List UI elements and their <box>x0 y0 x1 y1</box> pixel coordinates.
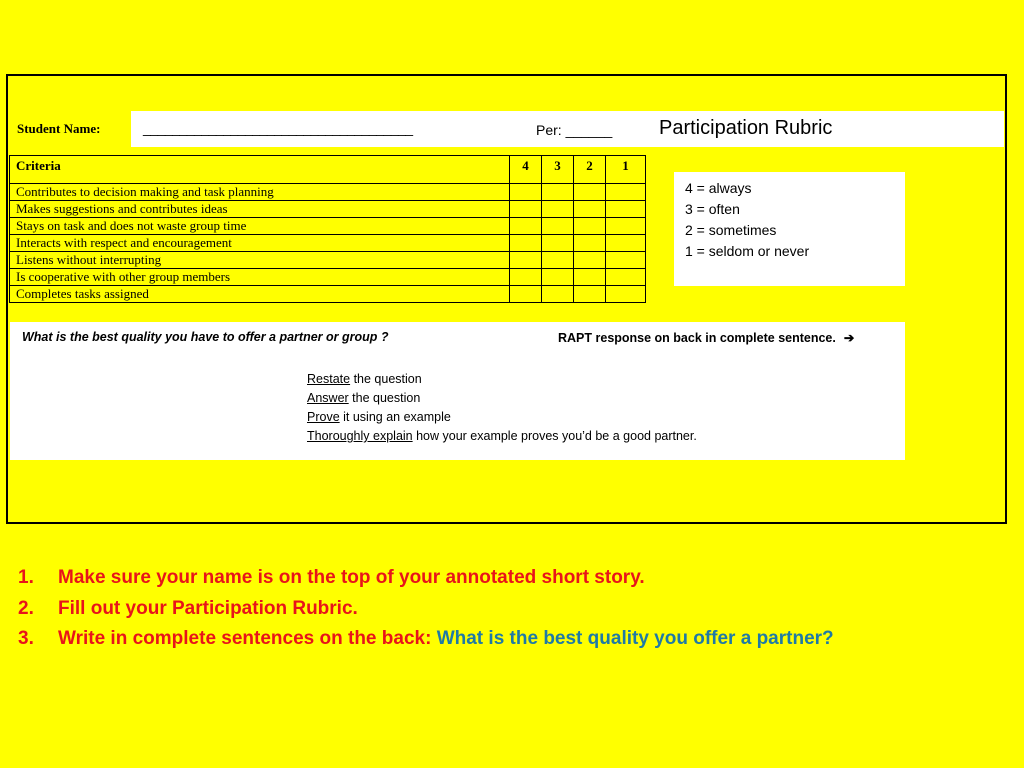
rapt-step <box>307 370 697 389</box>
score-header-1: 1 <box>606 156 646 184</box>
score-cell[interactable] <box>574 184 606 201</box>
score-cell[interactable] <box>574 235 606 252</box>
list-item <box>18 594 834 625</box>
rapt-step <box>307 389 697 408</box>
score-cell[interactable] <box>574 218 606 235</box>
score-cell[interactable] <box>542 184 574 201</box>
scale-item: 1 = seldom or never <box>685 243 810 259</box>
score-cell[interactable] <box>542 252 574 269</box>
item-number: 1. <box>18 567 34 588</box>
list-item <box>18 563 834 594</box>
name-bar <box>131 111 1004 147</box>
rapt-step-key: Answer <box>307 391 349 405</box>
table-row <box>10 184 646 201</box>
rapt-step-text: the question <box>348 391 421 405</box>
table-row <box>10 235 646 252</box>
score-cell[interactable] <box>542 286 574 303</box>
score-cell[interactable] <box>510 218 542 235</box>
score-cell[interactable] <box>542 201 574 218</box>
table-row <box>10 286 646 303</box>
rapt-step-key: Restate <box>307 372 351 386</box>
scale-legend <box>674 172 905 286</box>
scale-item: 4 = always <box>685 180 752 196</box>
item-text: Fill out your Participation Rubric. <box>58 597 358 619</box>
score-cell[interactable] <box>510 235 542 252</box>
rubric-header-row <box>10 156 646 184</box>
scale-item: 2 = sometimes <box>685 222 777 238</box>
score-cell[interactable] <box>542 269 574 286</box>
list-item <box>18 624 834 655</box>
score-cell[interactable] <box>510 184 542 201</box>
rapt-step-text: how your example proves you’d be a good partner. <box>412 429 697 443</box>
score-cell[interactable] <box>510 269 542 286</box>
score-cell[interactable] <box>606 286 646 303</box>
rapt-step-text: it using an example <box>339 410 451 424</box>
table-row <box>10 218 646 235</box>
criterion-label: Completes tasks assigned <box>10 286 510 303</box>
score-cell[interactable] <box>606 184 646 201</box>
instruction-list <box>18 563 834 655</box>
rapt-step <box>307 408 697 427</box>
criteria-header: Criteria <box>10 156 510 184</box>
rapt-note-text: RAPT response on back in complete sentence. <box>558 331 836 345</box>
criterion-label: Listens without interrupting <box>10 252 510 269</box>
score-cell[interactable] <box>606 218 646 235</box>
score-cell[interactable] <box>574 286 606 303</box>
criterion-label: Contributes to decision making and task planning <box>10 184 510 201</box>
score-header-3: 3 <box>542 156 574 184</box>
rapt-step-text: the question <box>350 372 422 386</box>
score-cell[interactable] <box>606 201 646 218</box>
score-cell[interactable] <box>542 235 574 252</box>
score-cell[interactable] <box>574 252 606 269</box>
name-blank-line: _____________________________________ <box>143 120 413 136</box>
rapt-step <box>307 427 697 446</box>
criterion-label: Makes suggestions and contributes ideas <box>10 201 510 218</box>
question-box <box>10 322 905 460</box>
score-cell[interactable] <box>510 252 542 269</box>
scale-item: 3 = often <box>685 201 740 217</box>
score-cell[interactable] <box>574 201 606 218</box>
criterion-label: Interacts with respect and encouragement <box>10 235 510 252</box>
score-cell[interactable] <box>574 269 606 286</box>
rapt-step-key: Prove <box>307 410 340 424</box>
score-cell[interactable] <box>510 201 542 218</box>
criterion-label: Stays on task and does not waste group time <box>10 218 510 235</box>
arrow-right-icon: ➔ <box>843 331 855 345</box>
student-name-label: Student Name: <box>17 121 101 136</box>
score-cell[interactable] <box>606 235 646 252</box>
score-cell[interactable] <box>606 252 646 269</box>
criterion-label: Is cooperative with other group members <box>10 269 510 286</box>
item-number: 3. <box>18 628 34 649</box>
score-header-4: 4 <box>510 156 542 184</box>
item-highlight: What is the best quality you offer a partner? <box>436 628 834 649</box>
item-text: Write in complete sentences on the back: <box>58 628 437 649</box>
rubric-table <box>9 155 646 303</box>
item-number: 2. <box>18 597 34 619</box>
table-row <box>10 269 646 286</box>
item-text: Make sure your name is on the top of your annotated short story. <box>58 567 645 588</box>
period-blank-line: Per: ______ <box>536 122 613 138</box>
rapt-step-key: Thoroughly explain <box>307 429 413 443</box>
score-header-2: 2 <box>574 156 606 184</box>
score-cell[interactable] <box>606 269 646 286</box>
rapt-steps <box>307 370 697 446</box>
table-row <box>10 252 646 269</box>
table-row <box>10 201 646 218</box>
rapt-note <box>558 330 854 345</box>
question-prompt: What is the best quality you have to offer a partner or group ? <box>22 330 389 344</box>
score-cell[interactable] <box>510 286 542 303</box>
page-title: Participation Rubric <box>659 117 833 139</box>
score-cell[interactable] <box>542 218 574 235</box>
